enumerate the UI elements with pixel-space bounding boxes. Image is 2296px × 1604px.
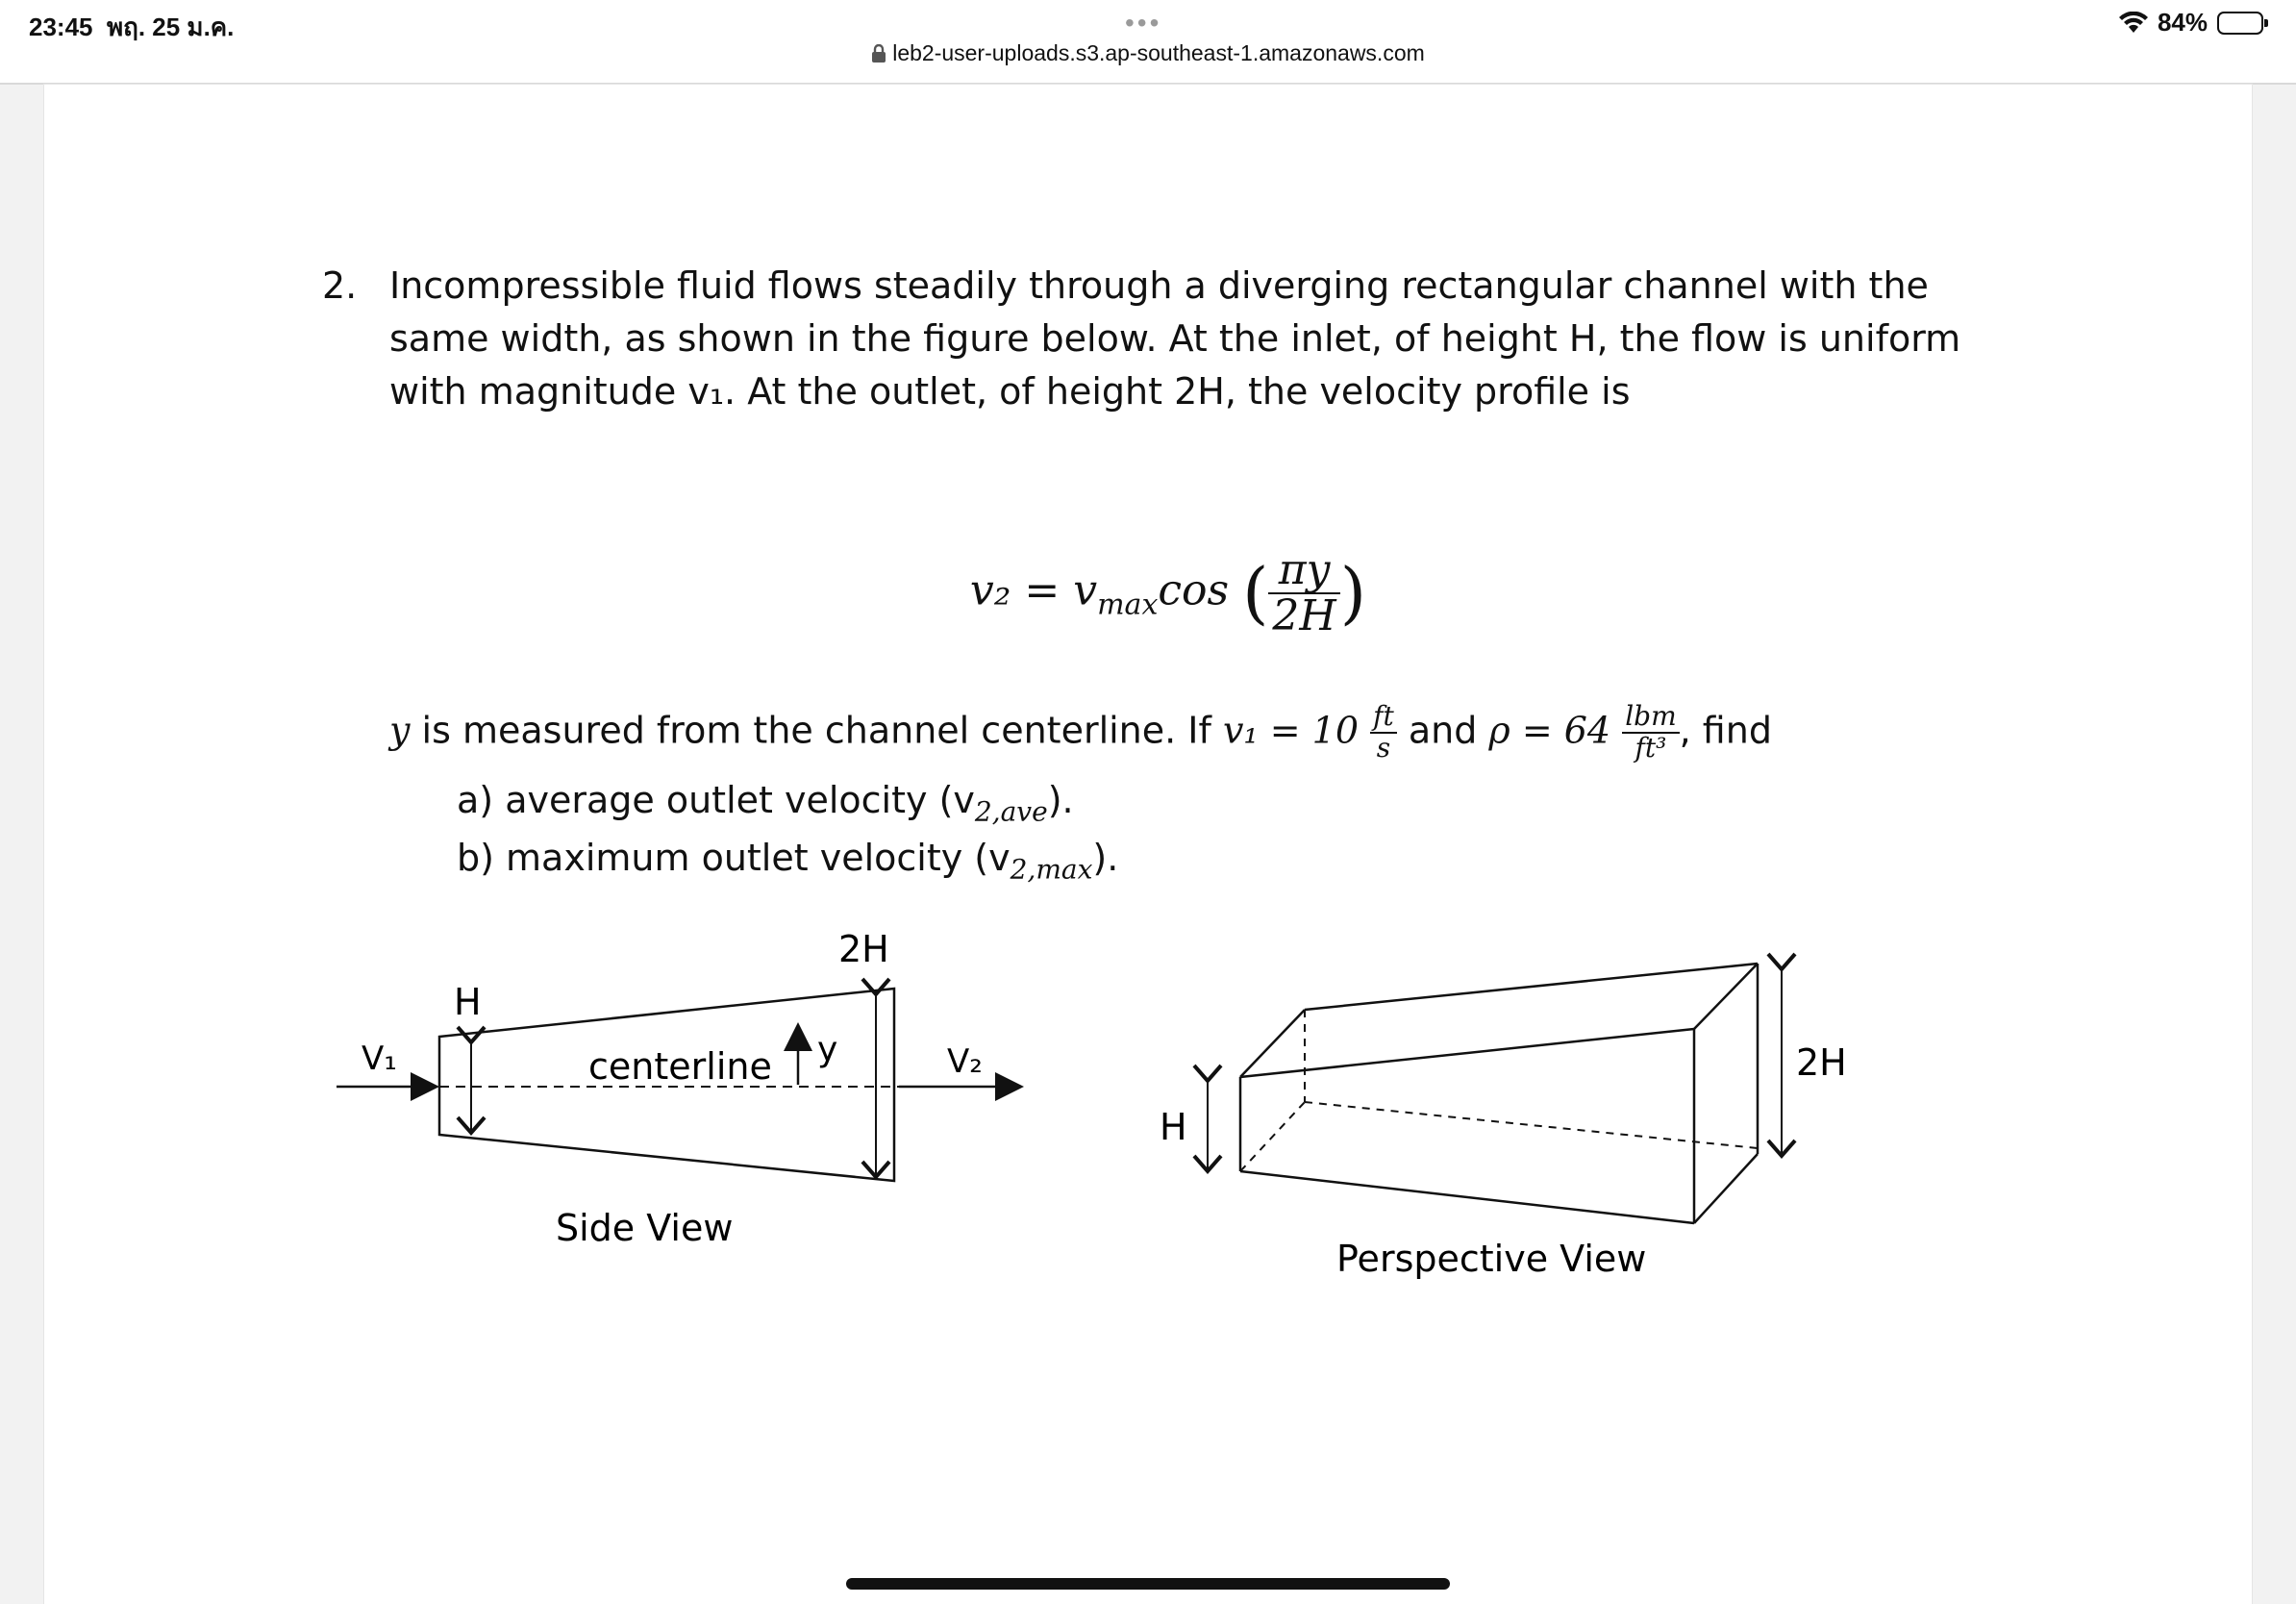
multitask-dots[interactable]: ••• [1125, 8, 1162, 38]
perspective-view [1160, 964, 1847, 1280]
home-indicator[interactable] [846, 1578, 1450, 1590]
question-number: 2. [322, 264, 358, 307]
persp-caption: Perspective View [1336, 1238, 1647, 1280]
side-label-y: y [817, 1030, 838, 1069]
side-label-centerline: centerline [588, 1045, 772, 1088]
side-caption: Side View [556, 1207, 734, 1249]
velocity-formula: $v_2 = v_{max}\cos$ ( $\frac{\pi y}{2H}$ ) [969, 545, 1367, 641]
question-text: Incompressible fluid flows steadily through a diverging rectangular channel with the same width, as shown in the figure below. At the inlet, of height H, the flow is uniform with magnitude v₁. At the outlet, of height 2H, the velocity profile is [389, 264, 1961, 413]
given-values-line: y is measured from the channel centerline. If v₁ = 10 $\frac{ft}{s}$ and ρ = 64 $\frac{\text{lbm}}{\text{ft³}}$ , find [389, 700, 1772, 764]
side-label-2H: 2H [838, 928, 889, 970]
side-label-v2: V₂ [947, 1042, 983, 1081]
part-b: b) maximum outlet velocity $(v_{2,max})$. [457, 837, 1119, 886]
persp-label-H: H [1160, 1106, 1187, 1148]
url-text: leb2-user-uploads.s3.ap-southeast-1.amazonaws.com [892, 40, 1425, 65]
side-view [337, 928, 1019, 1249]
side-label-v1: V₁ [362, 1040, 397, 1078]
part-a: a) average outlet velocity $(v_{2,ave})$. [457, 779, 1074, 828]
side-label-H: H [454, 981, 482, 1023]
persp-label-2H: 2H [1796, 1041, 1847, 1084]
status-time: 23:45 พฤ. 25 ม.ค. [29, 13, 235, 41]
battery-percent: 84% [2157, 8, 2208, 37]
